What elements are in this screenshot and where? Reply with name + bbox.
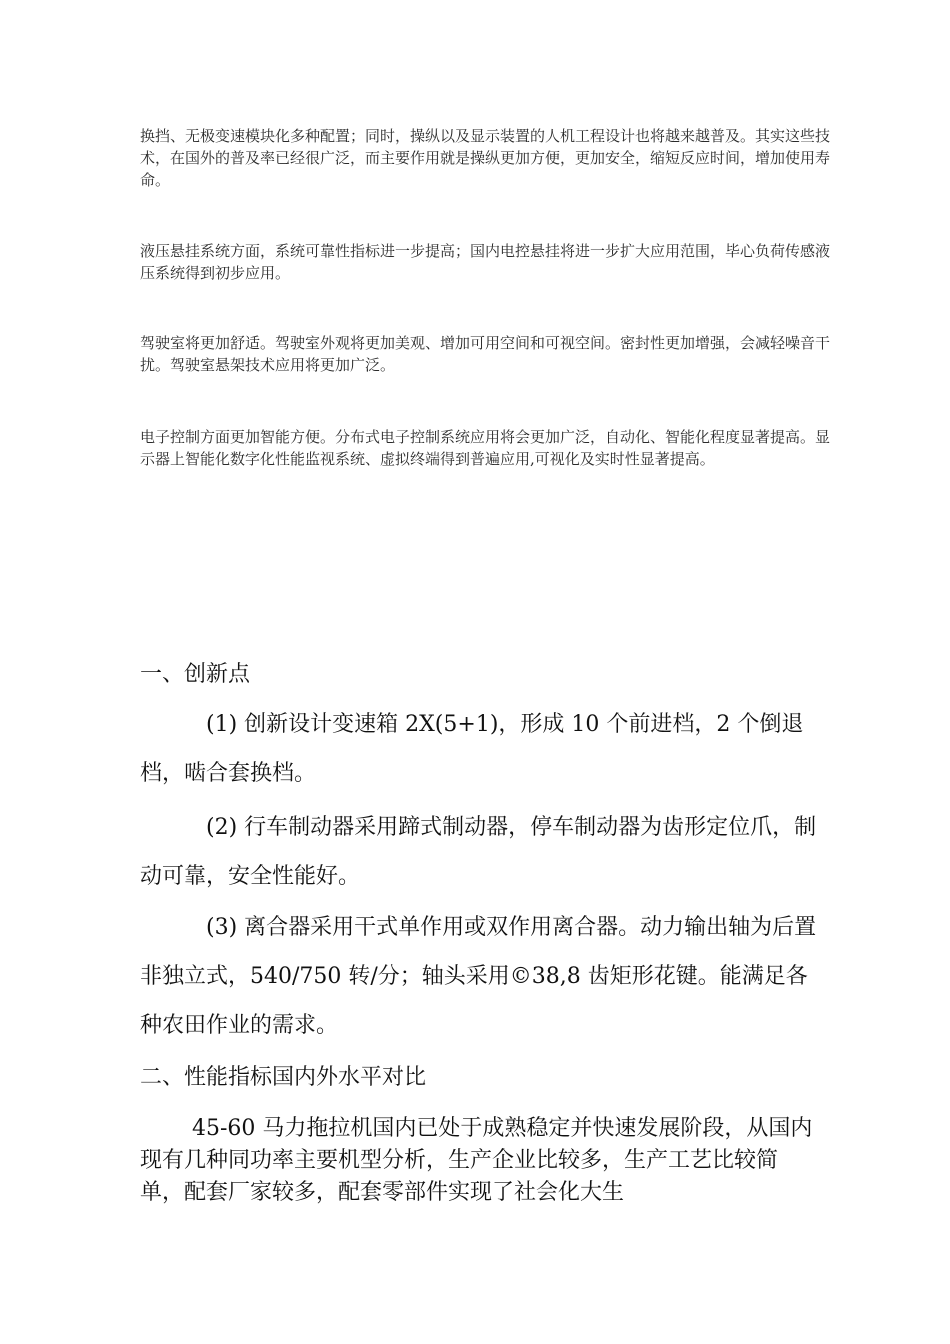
innovation-item-brake: (2) 行车制动器采用蹄式制动器，停车制动器为齿形定位爪，制动可靠，安全性能好。 xyxy=(140,815,817,889)
section-heading-innovation: 一、创新点 xyxy=(140,662,251,687)
paragraph-electronic: 电子控制方面更加智能方便。分布式电子控制系统应用将会更加广泛，自动化、智能化程度显著提高。显示器上智能化数字化性能监视系统、虚拟终端得到普遍应用,可视化及实时性显著提高。 xyxy=(140,428,831,468)
paragraph-cab: 驾驶室将更加舒适。驾驶室外观将更加美观、增加可用空间和可视空间。密封性更加增强，会减轻噪音干扰。驾驶室悬架技术应用将更加广泛。 xyxy=(140,334,831,374)
paragraph-hydraulic: 液压悬挂系统方面，系统可靠性指标进一步提高；国内电控悬挂将进一步扩大应用范围，毕心负荷传感液压系统得到初步应用。 xyxy=(140,242,831,282)
section-heading-comparison: 二、性能指标国内外水平对比 xyxy=(140,1065,427,1090)
paragraph-transmission: 换挡、无极变速模块化多种配置；同时，操纵以及显示装置的人机工程设计也将越来越普及。其实这些技术，在国外的普及率已经很广泛，而主要作用就是操纵更加方便，更加安全，缩短反应时间，增加使用寿命。 xyxy=(140,127,831,189)
innovation-item-clutch: (3) 离合器采用干式单作用或双作用离合器。动力输出轴为后置非独立式，540/750 转/分；轴头采用©38,8 齿矩形花键。能满足各种农田作业的需求。 xyxy=(140,915,817,1038)
innovation-item-gearbox: (1) 创新设计变速箱 2X(5+1)，形成 10 个前进档，2 个倒退档，啮合套换档。 xyxy=(140,712,804,786)
paragraph-comparison: 45-60 马力拖拉机国内已处于成熟稳定并快速发展阶段，从国内现有几种同功率主要机型分析，生产企业比较多，生产工艺比较简单，配套厂家较多，配套零部件实现了社会化大生 xyxy=(140,1116,813,1205)
